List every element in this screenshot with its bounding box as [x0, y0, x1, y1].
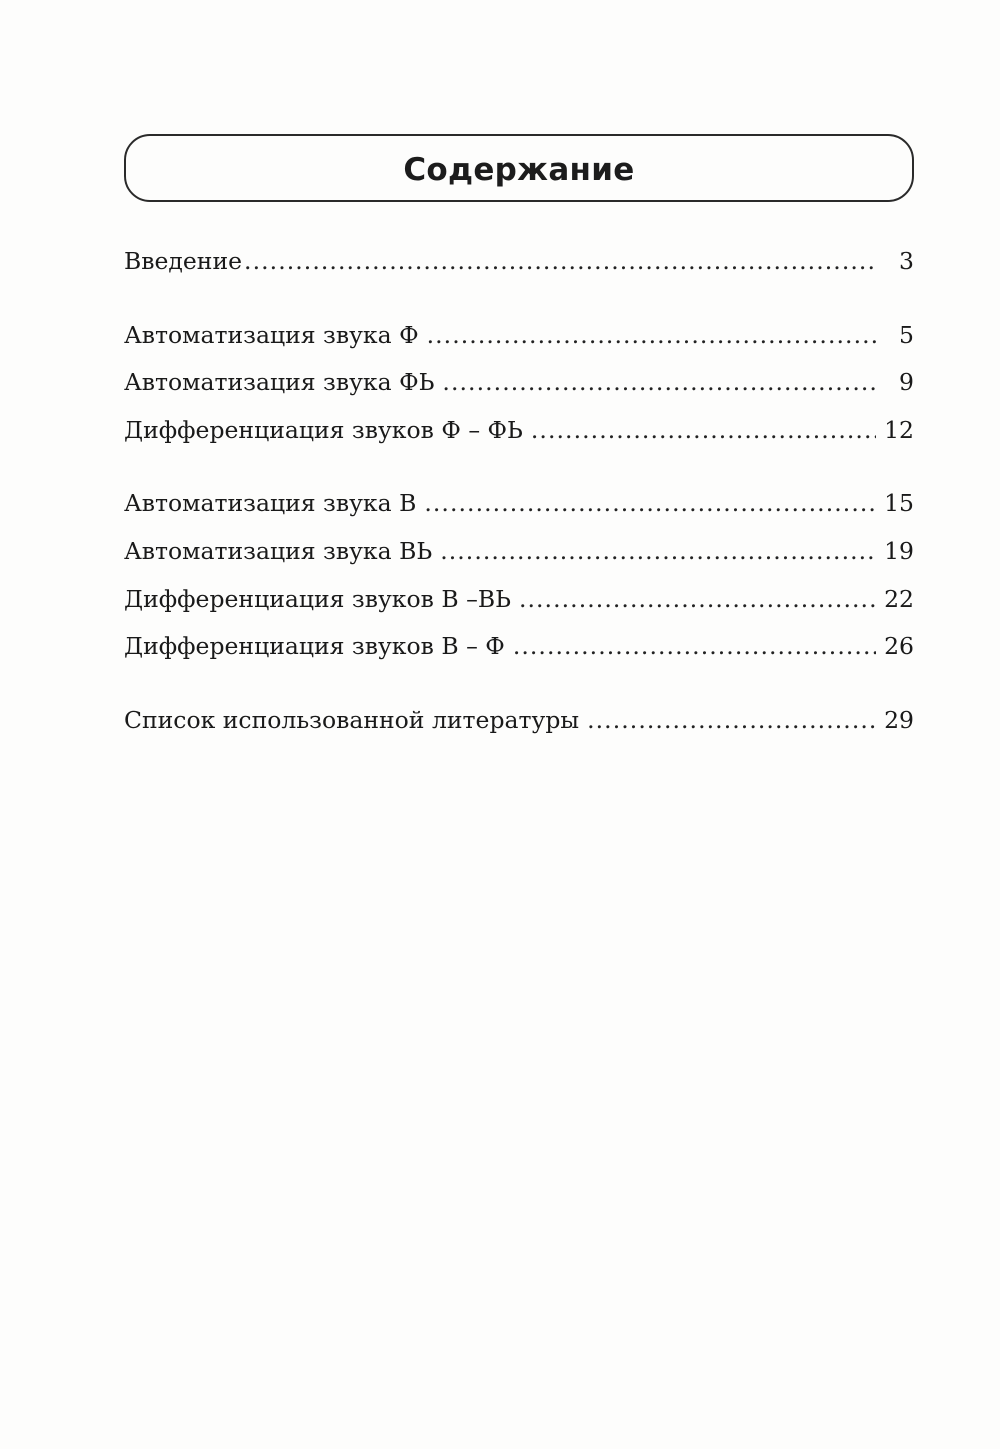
toc-entry-page: 26	[884, 632, 914, 661]
dot-leader	[424, 480, 876, 528]
toc-group-intro	[124, 238, 914, 286]
dot-leader	[513, 623, 876, 671]
toc-group-references	[124, 697, 914, 745]
toc-entry-page: 19	[884, 536, 914, 565]
page-title: Содержание	[403, 152, 635, 188]
dot-leader	[587, 697, 876, 745]
toc-entry-vsoft[interactable]	[124, 528, 914, 576]
toc-entry-label: Введение	[124, 247, 243, 275]
toc-entry-f-fsoft[interactable]	[124, 407, 914, 455]
dot-leader	[244, 238, 876, 286]
toc-entry-references[interactable]	[124, 697, 914, 745]
toc-entry-label: Автоматизация звука ФЬ	[124, 368, 435, 397]
toc-entry-page: 9	[899, 368, 914, 397]
toc-entry-label: Автоматизация звука В	[124, 489, 417, 518]
toc-group-v	[124, 480, 914, 670]
toc-entry-page: 12	[884, 415, 914, 444]
toc-entry-label: Автоматизация звука Ф	[124, 320, 419, 349]
toc-entry-page: 15	[884, 489, 914, 518]
title-frame	[124, 134, 914, 202]
dot-leader	[442, 359, 876, 407]
toc-entry-intro[interactable]	[124, 238, 914, 286]
toc-entry-label: Автоматизация звука ВЬ	[124, 536, 433, 565]
dot-leader	[427, 312, 876, 360]
toc-group-f	[124, 312, 914, 455]
toc-entry-v-vsoft[interactable]	[124, 576, 914, 624]
dot-leader	[440, 528, 876, 576]
toc-entry-fsoft[interactable]	[124, 359, 914, 407]
dot-leader	[531, 407, 876, 455]
toc-entry-page: 3	[899, 247, 914, 275]
toc-entry-page: 29	[884, 705, 914, 734]
table-of-contents	[124, 238, 914, 744]
toc-entry-f[interactable]	[124, 312, 914, 360]
toc-entry-page: 5	[899, 320, 914, 349]
toc-entry-page: 22	[884, 584, 914, 613]
toc-entry-label: Дифференциация звуков В –ВЬ	[124, 584, 511, 613]
toc-entry-v[interactable]	[124, 480, 914, 528]
toc-entry-v-f[interactable]	[124, 623, 914, 671]
toc-entry-label: Дифференциация звуков Ф – ФЬ	[124, 415, 523, 444]
dot-leader	[519, 576, 876, 624]
toc-entry-label: Дифференциация звуков В – Ф	[124, 632, 505, 661]
toc-entry-label: Список использованной литературы	[124, 705, 580, 734]
